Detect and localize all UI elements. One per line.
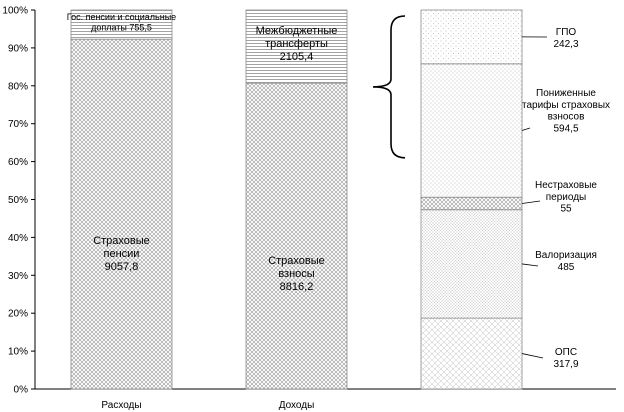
segment-label-line: доплаты 755,5 (91, 22, 152, 33)
brace (373, 16, 405, 158)
callout-label-line: 55 (560, 203, 572, 215)
category-labels (101, 400, 314, 411)
bar-segment (421, 210, 522, 318)
callout-label (553, 347, 578, 370)
bar-segment (246, 83, 347, 389)
y-tick-label: 10% (7, 346, 28, 358)
y-tick-label: 70% (7, 119, 28, 131)
curly-brace (373, 16, 405, 158)
segment-label-line: 2105,4 (279, 50, 314, 63)
y-tick-label: 40% (7, 232, 28, 244)
bar-segment (421, 64, 522, 197)
bars (71, 10, 522, 389)
callout-label (535, 250, 597, 273)
y-tick-label: 100% (2, 5, 28, 17)
segment-label-line: Гос. пенсии и социальные (66, 12, 177, 22)
callout-line (522, 264, 538, 266)
segment-label-line: взносы (278, 267, 315, 280)
callout-label-line: ОПС (554, 347, 578, 358)
y-tick-label: 50% (7, 195, 28, 206)
y-tick-labels (2, 6, 28, 396)
callout-label-line: Пониженные (536, 88, 596, 99)
segment-label-line: Межбюджетные (255, 25, 338, 37)
callout-label-line: взносов (547, 111, 585, 123)
segment-label-line: трансферты (265, 37, 328, 50)
segment-label-line: пенсии (103, 247, 140, 260)
callout-label (522, 88, 610, 134)
y-tick-label: 80% (7, 81, 28, 93)
callout-line (522, 128, 530, 131)
category-label: Доходы (278, 400, 315, 411)
segment-label-line: Страховые (268, 255, 325, 267)
callout-label (553, 27, 578, 50)
callout-label-line: 594,5 (553, 123, 579, 135)
callout-label-line: тарифы страховых (521, 99, 611, 111)
bar-segment (421, 10, 522, 64)
bar-segment (421, 318, 522, 389)
callout-label-line: 317,9 (553, 358, 579, 370)
callout-line (522, 354, 543, 358)
y-tick-label: 0% (13, 384, 28, 396)
category-label: Расходы (101, 400, 142, 411)
callout-label-line: 242,3 (553, 38, 579, 50)
segment-label-line: 9057,8 (104, 260, 139, 273)
y-tick-label: 90% (7, 43, 28, 55)
callout-label-line: 485 (557, 261, 575, 273)
callout-label-line: Валоризация (535, 250, 597, 261)
callout-line (522, 201, 540, 203)
callout-label-line: ГПО (555, 27, 577, 38)
bar-segment (71, 39, 172, 389)
callouts (522, 27, 610, 370)
callout-label-line: Нестраховые (535, 180, 597, 191)
segment-label-line: Страховые (93, 235, 150, 247)
y-tick-label: 20% (7, 308, 28, 320)
callout-label-line: периоды (545, 191, 587, 203)
segment-label-line: 8816,2 (279, 280, 314, 293)
bar-segment (421, 197, 522, 210)
y-tick-label: 60% (7, 157, 28, 169)
callout-label (535, 180, 597, 215)
y-tick-label: 30% (7, 270, 28, 282)
